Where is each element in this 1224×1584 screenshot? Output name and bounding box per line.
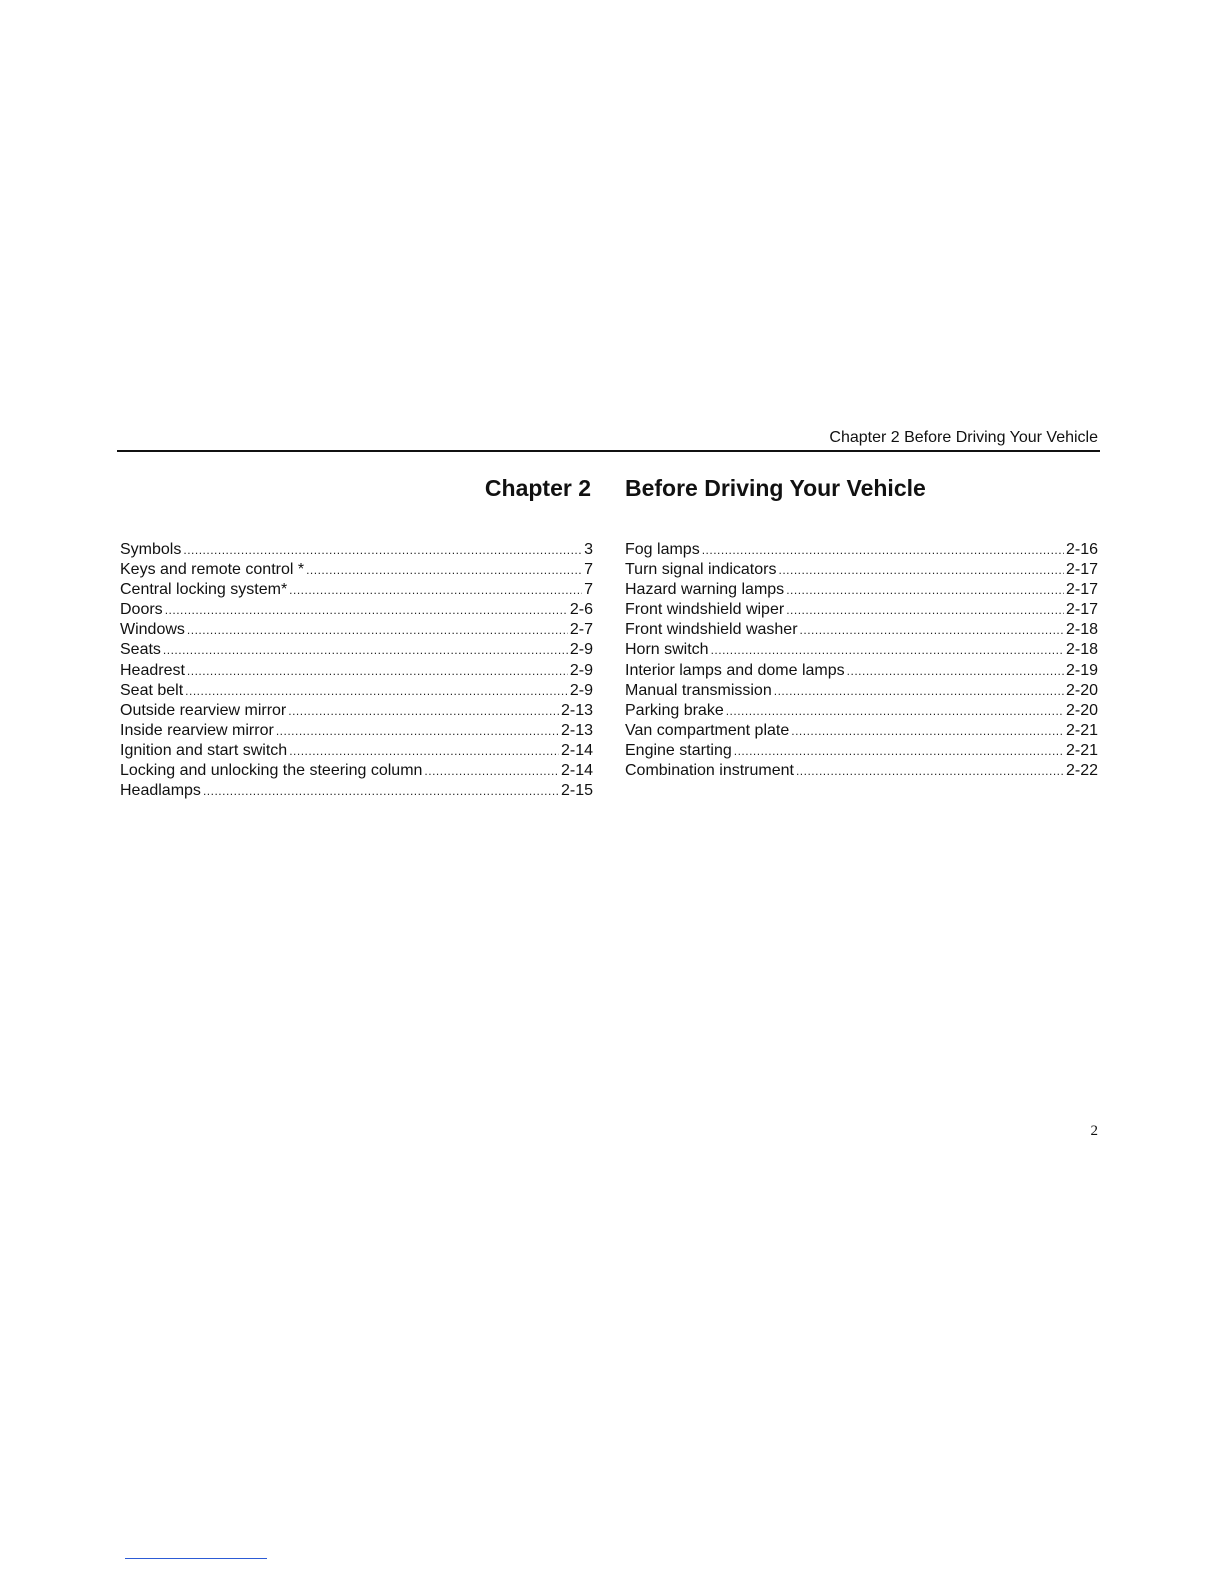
toc-entry-page: 2-17 [1065, 601, 1098, 619]
toc-leader-dots [163, 640, 568, 660]
toc-leader-dots [847, 661, 1064, 681]
toc-entry-page: 2-13 [560, 701, 593, 719]
toc-entry[interactable] [120, 640, 593, 660]
toc-leader-dots [774, 681, 1064, 701]
toc-entry[interactable] [120, 701, 593, 721]
toc-leader-dots [289, 580, 582, 600]
toc-entry[interactable] [625, 681, 1098, 701]
toc-leader-dots [786, 600, 1064, 620]
toc-entry-title: Doors [120, 601, 163, 619]
toc-entry[interactable] [625, 560, 1098, 580]
toc-entry-title: Front windshield washer [625, 621, 798, 639]
toc-leader-dots [183, 540, 582, 560]
toc-entry[interactable] [120, 761, 593, 781]
toc-entry[interactable] [120, 540, 593, 560]
toc-entry-page: 7 [584, 561, 593, 579]
toc-leader-dots [187, 620, 568, 640]
toc-entry-title: Headrest [120, 661, 185, 679]
toc-entry[interactable] [120, 600, 593, 620]
toc-entry[interactable] [120, 560, 593, 580]
toc-entry-title: Inside rearview mirror [120, 721, 274, 739]
toc-leader-dots [424, 761, 559, 781]
toc-entry-title: Hazard warning lamps [625, 581, 785, 599]
toc-entry-page: 2-17 [1065, 581, 1098, 599]
header-divider [117, 450, 1100, 452]
toc-entry-title: Front windshield wiper [625, 601, 785, 619]
toc-entry-title: Interior lamps and dome lamps [625, 661, 845, 679]
toc-leader-dots [726, 701, 1064, 721]
toc-entry-page: 2-14 [560, 762, 593, 780]
toc-leader-dots [778, 560, 1063, 580]
toc-entry-title: Headlamps [120, 782, 201, 800]
toc-entry[interactable] [625, 540, 1098, 560]
toc-entry[interactable] [625, 620, 1098, 640]
toc-entry-page: 2-7 [569, 621, 593, 639]
toc-entry[interactable] [120, 681, 593, 701]
toc-entry-title: Windows [120, 621, 185, 639]
toc-entry[interactable] [625, 701, 1098, 721]
toc-entry-page: 2-20 [1065, 681, 1098, 699]
toc-leader-dots [288, 701, 559, 721]
page-number: 2 [1090, 1123, 1098, 1139]
toc-entry-title: Engine starting [625, 741, 732, 759]
toc-leader-dots [185, 681, 568, 701]
toc-leader-dots [800, 620, 1064, 640]
toc-entry-page: 2-9 [569, 641, 593, 659]
toc-entry-page: 2-13 [560, 721, 593, 739]
toc-entry[interactable] [625, 580, 1098, 600]
toc-entry[interactable] [625, 640, 1098, 660]
toc-entry-page: 2-16 [1065, 541, 1098, 558]
toc-leader-dots [702, 540, 1064, 560]
toc-entry-title: Symbols [120, 541, 182, 558]
toc-entry-page: 2-15 [560, 782, 593, 800]
toc-entry-page: 2-22 [1065, 762, 1098, 780]
toc-entry-page: 2-9 [569, 661, 593, 679]
toc-leader-dots [289, 741, 559, 761]
toc-entry-page: 2-17 [1065, 561, 1098, 579]
chapter-number: Chapter 2 [484, 475, 591, 501]
toc-entry[interactable] [120, 721, 593, 741]
toc-entry-title: Fog lamps [625, 541, 700, 558]
toc-leader-dots [791, 721, 1064, 741]
toc-entry-page: 2-9 [569, 681, 593, 699]
toc-entry-title: Central locking system* [120, 581, 288, 599]
toc-entry-page: 7 [584, 581, 593, 599]
toc-entry-title: Locking and unlocking the steering column [120, 762, 423, 780]
toc-right-column [625, 540, 1098, 781]
toc-entry-page: 2-19 [1065, 661, 1098, 679]
toc-entry-page: 2-14 [560, 741, 593, 759]
toc-entry-title: Manual transmission [625, 681, 772, 699]
running-header: Chapter 2 Before Driving Your Vehicle [829, 429, 1098, 446]
toc-leader-dots [306, 560, 582, 580]
toc-leader-dots [203, 781, 559, 801]
toc-leader-dots [786, 580, 1064, 600]
toc-entry-page: 2-18 [1065, 621, 1098, 639]
toc-leader-dots [711, 640, 1064, 660]
footnote-divider [125, 1558, 267, 1559]
toc-entry[interactable] [120, 741, 593, 761]
toc-entry[interactable] [120, 781, 593, 801]
toc-entry[interactable] [625, 741, 1098, 761]
toc-entry-title: Seats [120, 641, 161, 659]
toc-leader-dots [796, 761, 1064, 781]
toc-entry-title: Parking brake [625, 701, 724, 719]
toc-entry-page: 2-6 [569, 601, 593, 619]
toc-leader-dots [734, 741, 1064, 761]
toc-leader-dots [187, 661, 568, 681]
toc-entry[interactable] [625, 761, 1098, 781]
toc-entry-title: Keys and remote control * [120, 561, 305, 579]
toc-entry[interactable] [120, 620, 593, 640]
toc-entry[interactable] [625, 661, 1098, 681]
toc-entry[interactable] [625, 600, 1098, 620]
toc-entry-page: 2-20 [1065, 701, 1098, 719]
toc-entry-title: Turn signal indicators [625, 561, 777, 579]
toc-entry[interactable] [120, 580, 593, 600]
toc-entry-title: Horn switch [625, 641, 709, 659]
toc-leader-dots [276, 721, 559, 741]
toc-entry-title: Outside rearview mirror [120, 701, 287, 719]
toc-left-column [120, 540, 593, 801]
toc-entry-title: Van compartment plate [625, 721, 790, 739]
toc-entry[interactable] [120, 661, 593, 681]
toc-entry-page: 2-18 [1065, 641, 1098, 659]
toc-entry-page: 3 [584, 541, 593, 558]
toc-entry-page: 2-21 [1065, 741, 1098, 759]
toc-entry-title: Seat belt [120, 681, 184, 699]
chapter-title: Before Driving Your Vehicle [625, 475, 926, 501]
toc-entry[interactable] [625, 721, 1098, 741]
toc-entry-title: Ignition and start switch [120, 741, 288, 759]
toc-leader-dots [165, 600, 568, 620]
toc-entry-title: Combination instrument [625, 762, 794, 780]
toc-entry-page: 2-21 [1065, 721, 1098, 739]
